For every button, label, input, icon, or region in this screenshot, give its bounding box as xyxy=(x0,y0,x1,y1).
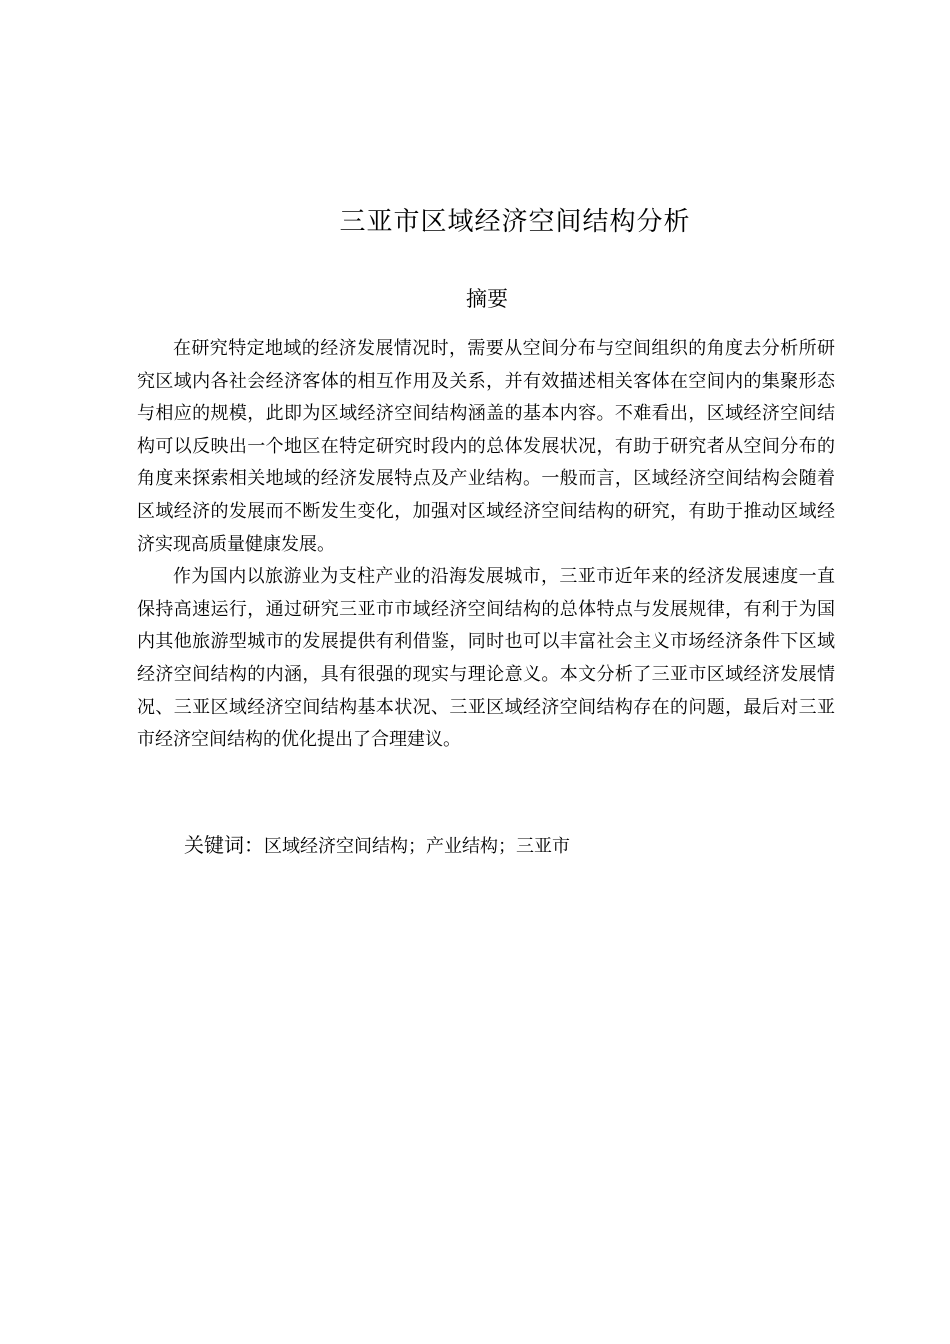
abstract-paragraph-2: 作为国内以旅游业为支柱产业的沿海发展城市，三亚市近年来的经济发展速度一直保持高速运行，通过研究三亚市市域经济空间结构的总体特点与发展规律，有利于为国内其他旅游型城市的发展提供有利借鉴，同时也可以丰富社会主义市场经济条件下区域经济空间结构的内涵，具有很强的现实与理论意义。本文分析了三亚市区域经济发展情况、三亚区域经济空间结构基本状况、三亚区域经济空间结构存在的问题，最后对三亚市经济空间结构的优化提出了合理建议。 xyxy=(137,566,835,751)
abstract-body xyxy=(137,333,835,757)
abstract-heading: 摘要 xyxy=(466,287,508,311)
keywords-label: 关键词： xyxy=(184,833,264,857)
page-title: 三亚市区域经济空间结构分析 xyxy=(339,207,691,237)
keywords-text: 区域经济空间结构；产业结构；三亚市 xyxy=(264,836,570,857)
keywords-line xyxy=(184,829,834,863)
abstract-paragraph-1: 在研究特定地域的经济发展情况时，需要从空间分布与空间组织的角度去分析所研究区域内各社会经济客体的相互作用及关系，并有效描述相关客体在空间内的集聚形态与相应的规模，此即为区域经济空间结构涵盖的基本内容。不难看出，区域经济空间结构可以反映出一个地区在特定研究时段内的总体发展状况，有助于研究者从空间分布的角度来探索相关地域的经济发展特点及产业结构。一般而言，区域经济空间结构会随着区域经济的发展而不断发生变化，加强对区域经济空间结构的研究，有助于推动区域经济实现高质量健康发展。 xyxy=(137,338,835,555)
